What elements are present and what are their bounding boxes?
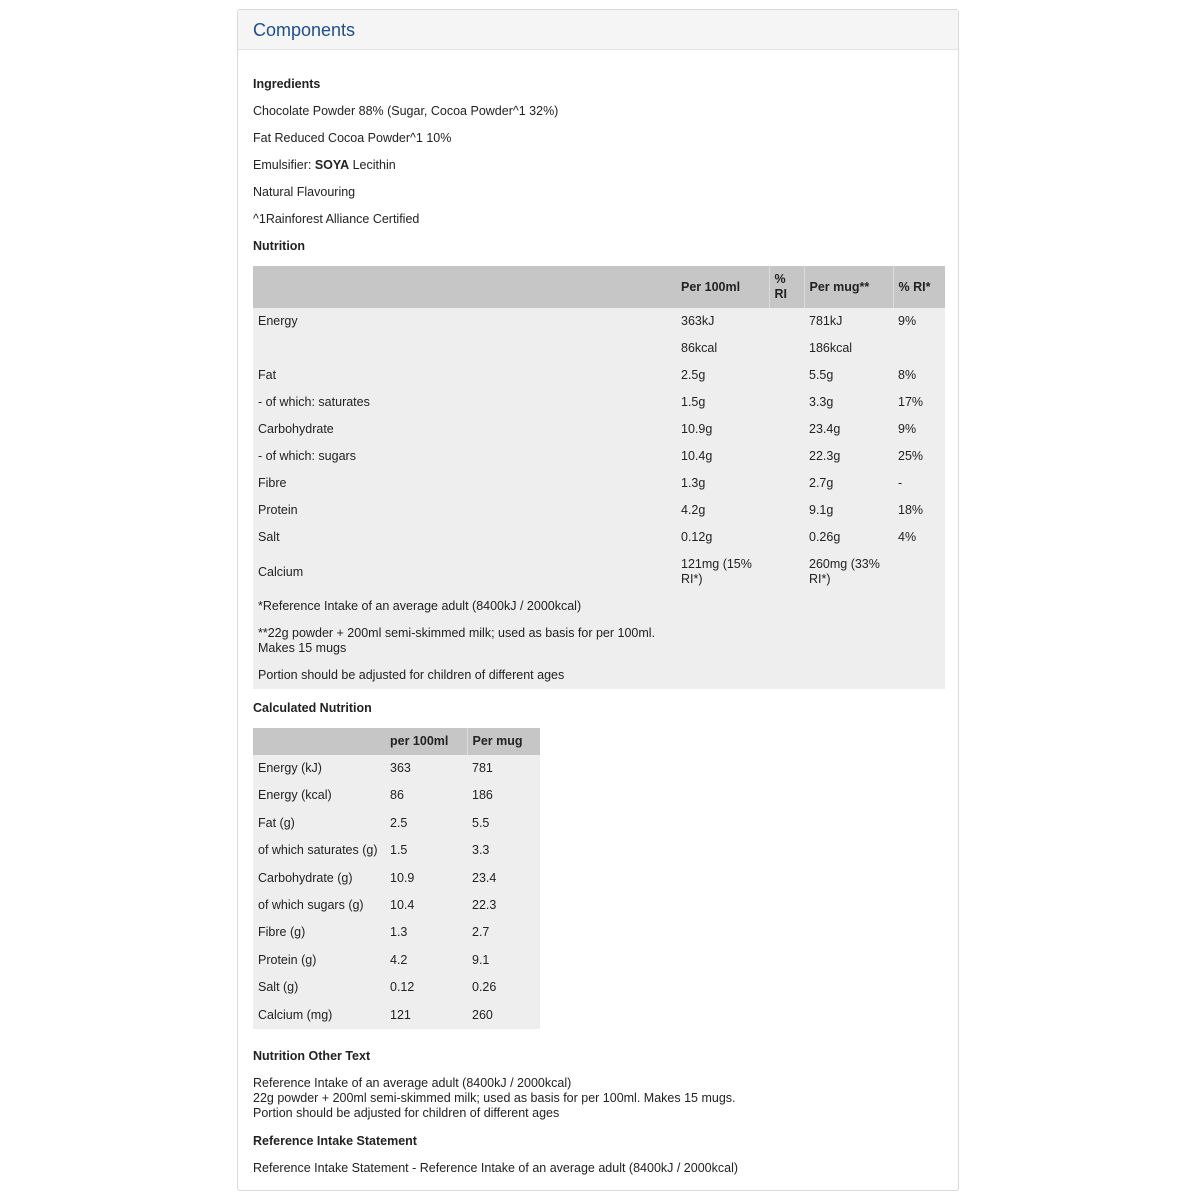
allergen-text: SOYA <box>314 158 350 172</box>
table-cell <box>769 443 804 470</box>
header-cell: Per 100ml <box>676 266 769 308</box>
other-text-heading: Nutrition Other Text <box>253 1049 371 1064</box>
calculated-heading: Calculated Nutrition <box>253 701 372 715</box>
other-text-section <box>253 1049 943 1121</box>
table-cell: 2.5g <box>681 368 706 382</box>
table-row <box>253 837 540 864</box>
table-cell: 0.12g <box>681 530 713 544</box>
table-cell: 260 <box>472 1007 493 1022</box>
table-cell: 781kJ <box>809 314 843 328</box>
table-cell <box>769 416 804 443</box>
table-cell <box>769 524 804 551</box>
ingredient-item: Natural Flavouring <box>253 185 356 199</box>
table-cell: 22.3 <box>472 898 497 913</box>
table-cell: 3.3g <box>809 395 834 409</box>
ri-statement-heading: Reference Intake Statement <box>253 1134 417 1149</box>
table-cell: 121 <box>390 1007 411 1022</box>
footnote-row <box>253 593 945 620</box>
table-cell: 86 <box>390 788 404 803</box>
table-row <box>253 335 945 362</box>
ingredient-item: Fat Reduced Cocoa Powder^1 10% <box>253 131 452 145</box>
components-panel <box>237 9 959 1191</box>
table-cell: Calcium (mg) <box>258 1007 333 1022</box>
table-cell: Fat (g) <box>258 815 295 830</box>
table-cell: - of which: sugars <box>258 449 356 463</box>
table-cell: 186 <box>472 788 493 803</box>
table-row <box>253 443 945 470</box>
table-cell: 121mg (15% RI*) <box>681 557 752 586</box>
table-cell: - <box>898 476 903 490</box>
ingredient-item: Chocolate Powder 88% (Sugar, Cocoa Powder^1 32%) <box>253 104 559 118</box>
table-cell: 10.4g <box>681 449 713 463</box>
table-row <box>253 892 540 919</box>
table-cell: 363kJ <box>681 314 715 328</box>
table-row <box>253 782 540 809</box>
table-cell <box>769 497 804 524</box>
table-cell: Energy (kcal) <box>258 788 332 803</box>
nutrition-table-body <box>253 308 945 689</box>
ingredient-prefix: Emulsifier: <box>253 158 315 172</box>
table-cell: 22.3g <box>809 449 841 463</box>
table-cell <box>769 551 804 593</box>
calculated-table-body <box>253 755 540 1029</box>
table-cell: 0.12 <box>390 980 415 995</box>
table-cell: 2.5 <box>390 815 408 830</box>
table-row <box>253 947 540 974</box>
table-cell: 25% <box>898 449 924 463</box>
other-text-line: 22g powder + 200ml semi-skimmed milk; used as basis for per 100ml. Makes 15 mugs. <box>253 1091 736 1106</box>
table-cell: - of which: saturates <box>258 395 370 409</box>
table-row <box>253 919 540 946</box>
footnote-text: **22g powder + 200ml semi-skimmed milk; used as basis for per 100ml. Makes 15 mugs <box>258 626 656 655</box>
panel-body <box>238 50 958 1176</box>
calculated-table <box>253 728 540 1029</box>
ingredient-item <box>253 158 943 173</box>
table-row <box>253 470 945 497</box>
table-cell: 1.5 <box>390 843 408 858</box>
panel-title: Components <box>253 20 356 40</box>
table-cell: 5.5g <box>809 368 834 382</box>
table-cell: 8% <box>898 368 917 382</box>
table-row <box>253 524 945 551</box>
ingredient-suffix: Lecithin <box>349 158 396 172</box>
table-cell: 18% <box>898 503 924 517</box>
table-cell <box>769 335 804 362</box>
table-cell: Carbohydrate <box>258 422 334 436</box>
other-text-line: Portion should be adjusted for children of different ages <box>253 1106 560 1121</box>
table-row <box>253 551 945 593</box>
table-row <box>253 1002 540 1029</box>
table-cell: 10.9 <box>390 870 415 885</box>
calculated-header-row <box>253 728 540 755</box>
table-cell: Energy (kJ) <box>258 761 322 775</box>
table-cell: Salt <box>258 530 280 544</box>
ingredient-item: ^1Rainforest Alliance Certified <box>253 212 420 226</box>
table-cell: 10.4 <box>390 898 415 913</box>
header-cell <box>253 728 385 755</box>
table-cell: 2.7 <box>472 925 490 940</box>
table-row <box>253 389 945 416</box>
table-cell: Fibre (g) <box>258 925 306 940</box>
table-row <box>253 362 945 389</box>
ri-statement-text: Reference Intake Statement - Reference Intake of an average adult (8400kJ / 2000kcal) <box>253 1161 739 1176</box>
table-cell: 186kcal <box>809 341 853 355</box>
footnote-row <box>253 662 945 689</box>
table-cell: 23.4 <box>472 870 497 885</box>
footnote-text: *Reference Intake of an average adult (8400kJ / 2000kcal) <box>258 599 582 613</box>
footnote-row <box>253 620 945 662</box>
table-row <box>253 308 945 335</box>
nutrition-heading: Nutrition <box>253 239 306 253</box>
other-text-body <box>253 1076 943 1121</box>
table-cell <box>769 362 804 389</box>
nutrition-table <box>253 266 945 689</box>
header-cell: % RI* <box>893 266 945 308</box>
table-cell: Protein <box>258 503 298 517</box>
table-row <box>253 974 540 1001</box>
ingredients-heading: Ingredients <box>253 77 321 91</box>
table-row <box>253 865 540 892</box>
table-cell: 17% <box>898 395 924 409</box>
table-cell: 781 <box>472 761 493 775</box>
table-cell: 1.3 <box>390 925 408 940</box>
table-cell <box>769 389 804 416</box>
table-cell: 4.2g <box>681 503 706 517</box>
table-cell: 5.5 <box>472 815 490 830</box>
table-cell: Salt (g) <box>258 980 299 995</box>
table-cell: of which sugars (g) <box>258 898 364 913</box>
ingredients-list <box>253 104 943 227</box>
table-cell: 86kcal <box>681 341 718 355</box>
table-cell: 1.5g <box>681 395 706 409</box>
nutrition-section <box>253 239 943 689</box>
table-cell <box>893 551 945 593</box>
table-cell: Carbohydrate (g) <box>258 870 353 885</box>
table-cell <box>253 335 676 362</box>
nutrition-header-row <box>253 266 945 308</box>
table-cell: 3.3 <box>472 843 490 858</box>
calculated-section <box>253 701 943 1029</box>
table-cell: Calcium <box>258 564 304 579</box>
header-cell: per 100ml <box>385 728 467 755</box>
table-cell: 0.26g <box>809 530 841 544</box>
table-cell: 4.2 <box>390 952 408 967</box>
header-cell: Per mug <box>467 728 540 755</box>
table-cell: 9% <box>898 314 917 328</box>
other-text-line: Reference Intake of an average adult (8400kJ / 2000kcal) <box>253 1076 572 1091</box>
table-row <box>253 497 945 524</box>
table-cell: 9.1 <box>472 952 490 967</box>
table-row <box>253 416 945 443</box>
header-cell: % RI <box>769 266 804 308</box>
table-cell <box>769 308 804 335</box>
table-cell: Fat <box>258 368 277 382</box>
table-cell: Energy <box>258 314 298 328</box>
table-cell: 1.3g <box>681 476 706 490</box>
table-cell: 9.1g <box>809 503 834 517</box>
panel-header <box>238 10 958 50</box>
table-cell <box>769 470 804 497</box>
table-row <box>253 810 540 837</box>
table-cell: Fibre <box>258 476 287 490</box>
table-cell: 0.26 <box>472 980 497 995</box>
table-cell: Protein (g) <box>258 952 317 967</box>
table-cell <box>893 335 945 362</box>
table-cell: of which saturates (g) <box>258 843 378 858</box>
table-cell: 4% <box>898 530 917 544</box>
ri-statement-section <box>253 1134 943 1176</box>
table-cell: 23.4g <box>809 422 841 436</box>
ingredients-section <box>253 77 943 227</box>
table-cell: 10.9g <box>681 422 713 436</box>
table-row <box>253 755 540 782</box>
table-cell: 9% <box>898 422 917 436</box>
table-cell: 260mg (33% RI*) <box>809 557 880 586</box>
header-cell <box>253 266 676 308</box>
footnote-text: Portion should be adjusted for children of different ages <box>258 668 565 682</box>
table-cell: 2.7g <box>809 476 834 490</box>
table-cell: 363 <box>390 761 411 775</box>
header-cell: Per mug** <box>804 266 893 308</box>
